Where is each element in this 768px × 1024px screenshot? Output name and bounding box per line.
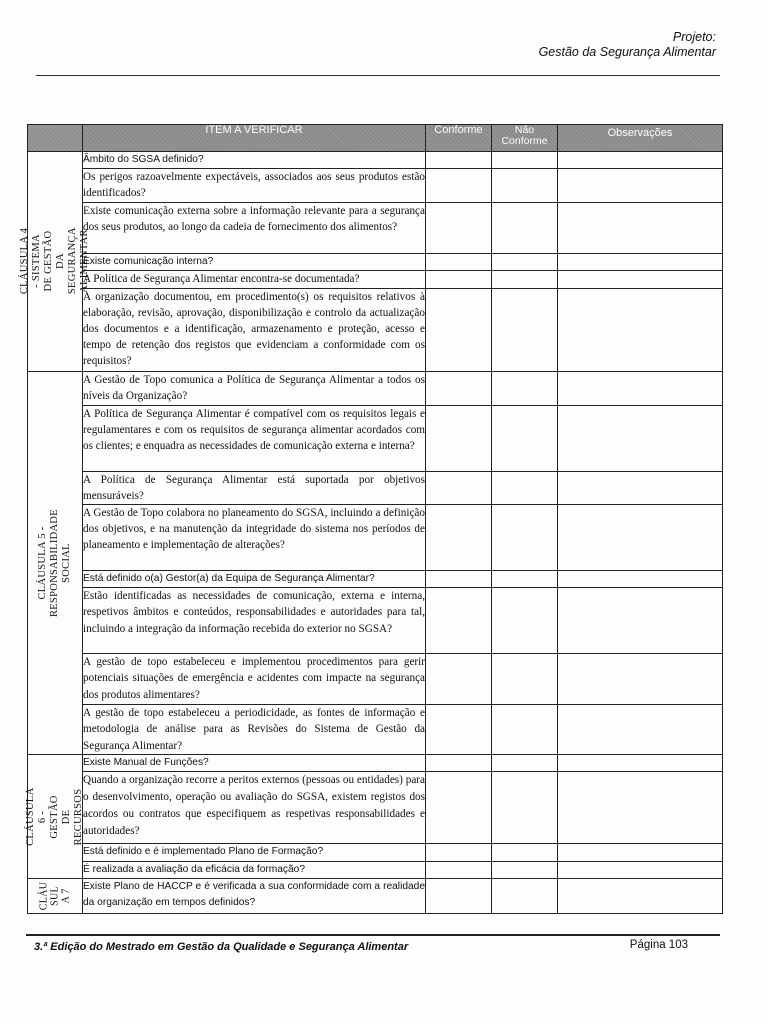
table-row <box>28 271 723 288</box>
checklist-item: Os perigos razoavelmente expectáveis, associados aos seus produtos estão identificados? <box>83 169 426 203</box>
conforme-cell[interactable] <box>426 271 492 288</box>
observacoes-cell[interactable] <box>558 588 723 654</box>
observacoes-cell[interactable] <box>558 169 723 203</box>
observacoes-cell[interactable] <box>558 772 723 844</box>
table-row <box>28 755 723 772</box>
observacoes-cell[interactable] <box>558 505 723 571</box>
observacoes-cell[interactable] <box>558 371 723 405</box>
nao-conforme-cell[interactable] <box>492 405 558 471</box>
table-row <box>28 861 723 878</box>
nao-conforme-cell[interactable] <box>492 254 558 271</box>
checklist-item: Existe Plano de HACCP e é verificada a sua conformidade com a realidade da organização em tempos definidos? <box>83 878 426 913</box>
conforme-cell[interactable] <box>426 755 492 772</box>
nao-conforme-cell[interactable] <box>492 271 558 288</box>
header-divider <box>36 75 720 76</box>
observacoes-cell[interactable] <box>558 571 723 588</box>
checklist-item: A Política de Segurança Alimentar é compatível com os requisitos legais e regulamentares e com os requisitos de segurança alimentar acordados com os clientes; e enquadra as necessidades de comunicação externa e interna? <box>83 405 426 471</box>
observacoes-column-header: Observações <box>558 125 723 152</box>
table-row <box>28 152 723 169</box>
checklist-item: A gestão de topo estabeleceu e implementou procedimentos para gerir potenciais situações de emergência e acidentes com impacte na segurança dos produtos alimentares? <box>83 654 426 705</box>
table-row <box>28 772 723 844</box>
observacoes-cell[interactable] <box>558 878 723 913</box>
conforme-cell[interactable] <box>426 203 492 254</box>
observacoes-cell[interactable] <box>558 755 723 772</box>
nao-conforme-cell[interactable] <box>492 371 558 405</box>
table-row <box>28 654 723 705</box>
nao-conforme-label: Não Conforme <box>501 124 548 147</box>
observacoes-cell[interactable] <box>558 254 723 271</box>
nao-conforme-cell[interactable] <box>492 288 558 371</box>
nao-conforme-cell[interactable] <box>492 844 558 861</box>
checklist-item: A Gestão de Topo comunica a Política de Segurança Alimentar a todos os níveis da Organização? <box>83 371 426 405</box>
conforme-cell[interactable] <box>426 844 492 861</box>
clause-4-label: CLÁUSULA 4 - SISTEMA DE GESTÃO DA SEGURANÇA ALIMENTAR <box>19 227 90 295</box>
observacoes-cell[interactable] <box>558 152 723 169</box>
footer-divider <box>26 934 720 936</box>
checklist-item: A Política de Segurança Alimentar está suportada por objetivos mensuráveis? <box>83 471 426 504</box>
project-label: Projeto: <box>672 30 716 44</box>
clause-7-label: CLÁU SUL A 7 <box>38 881 72 911</box>
table-header-row <box>28 125 723 152</box>
nao-conforme-column-header <box>492 125 558 152</box>
clause-5-cell <box>28 371 83 755</box>
observacoes-cell[interactable] <box>558 844 723 861</box>
item-column-header: ITEM A VERIFICAR <box>83 125 426 152</box>
nao-conforme-cell[interactable] <box>492 203 558 254</box>
conforme-cell[interactable] <box>426 288 492 371</box>
checklist-item: Está definido o(a) Gestor(a) da Equipa de Segurança Alimentar? <box>83 571 426 588</box>
footer-edition: 3.ª Edição do Mestrado em Gestão da Qualidade e Segurança Alimentar <box>34 941 409 953</box>
table-row <box>28 169 723 203</box>
checklist-item: Âmbito do SGSA definido? <box>83 152 426 169</box>
clause-column-header <box>28 125 83 152</box>
nao-conforme-cell[interactable] <box>492 471 558 504</box>
observacoes-cell[interactable] <box>558 654 723 705</box>
table-row <box>28 705 723 755</box>
observacoes-cell[interactable] <box>558 861 723 878</box>
conforme-cell[interactable] <box>426 254 492 271</box>
checklist-item: Estão identificadas as necessidades de comunicação, externa e interna, respetivos âmbitos e conteúdos, responsabilidades e autoridades para tal, incluindo a integração da informação recebida do exterior no SGSA? <box>83 588 426 654</box>
conforme-cell[interactable] <box>426 471 492 504</box>
checklist-item: Existe Manual de Funções? <box>83 755 426 772</box>
nao-conforme-cell[interactable] <box>492 152 558 169</box>
conforme-cell[interactable] <box>426 705 492 755</box>
conforme-cell[interactable] <box>426 169 492 203</box>
observacoes-cell[interactable] <box>558 705 723 755</box>
table-row <box>28 571 723 588</box>
table-row <box>28 588 723 654</box>
nao-conforme-cell[interactable] <box>492 705 558 755</box>
observacoes-cell[interactable] <box>558 405 723 471</box>
table-row <box>28 203 723 254</box>
conforme-cell[interactable] <box>426 654 492 705</box>
clause-7-cell <box>28 878 83 913</box>
nao-conforme-cell[interactable] <box>492 588 558 654</box>
conforme-cell[interactable] <box>426 405 492 471</box>
clause-6-cell <box>25 755 84 879</box>
table-row <box>28 288 723 371</box>
table-row <box>28 371 723 405</box>
checklist-item: Quando a organização recorre a peritos externos (pessoas ou entidades) para o desenvolvimento, operação ou avaliação do SGSA, existem registos dos acordos ou contratos que especifiquem as respetivas responsabilidades e autoridades? <box>83 772 426 844</box>
page-number: Página 103 <box>629 939 688 951</box>
conforme-cell[interactable] <box>426 371 492 405</box>
observacoes-cell[interactable] <box>558 471 723 504</box>
table-row <box>28 505 723 571</box>
checklist-item: É realizada a avaliação da eficácia da formação? <box>83 861 426 878</box>
page-header <box>539 30 716 60</box>
observacoes-cell[interactable] <box>558 271 723 288</box>
conforme-cell[interactable] <box>426 878 492 913</box>
project-title: Gestão da Segurança Alimentar <box>538 45 716 59</box>
conforme-cell[interactable] <box>426 588 492 654</box>
nao-conforme-cell[interactable] <box>492 861 558 878</box>
conforme-cell[interactable] <box>426 571 492 588</box>
conforme-cell[interactable] <box>426 152 492 169</box>
table-row <box>28 405 723 471</box>
verification-checklist-table <box>19 124 723 914</box>
table-row <box>28 844 723 861</box>
nao-conforme-cell[interactable] <box>492 505 558 571</box>
nao-conforme-cell[interactable] <box>492 654 558 705</box>
clause-6-label: CLÁUSULA 6 - GESTÃO DE RECURSOS <box>25 787 84 846</box>
conforme-cell[interactable] <box>426 772 492 844</box>
conforme-column-header: Conforme <box>426 125 492 152</box>
conforme-cell[interactable] <box>426 861 492 878</box>
conforme-cell[interactable] <box>426 505 492 571</box>
nao-conforme-cell[interactable] <box>492 571 558 588</box>
table-row <box>28 254 723 271</box>
nao-conforme-cell[interactable] <box>492 755 558 772</box>
checklist-item: Está definido e é implementado Plano de Formação? <box>83 844 426 861</box>
observacoes-cell[interactable] <box>558 288 723 371</box>
nao-conforme-cell[interactable] <box>492 878 558 913</box>
observacoes-cell[interactable] <box>558 203 723 254</box>
checklist-item: A gestão de topo estabeleceu a periodicidade, as fontes de informação e metodologia de análise para as Revisões do Sistema de Gestão da Segurança Alimentar? <box>83 705 426 755</box>
table-row <box>28 878 723 913</box>
table-row <box>28 471 723 504</box>
nao-conforme-cell[interactable] <box>492 772 558 844</box>
checklist-item: A organização documentou, em procedimento(s) os requisitos relativos à elaboração, revisão, aprovação, disponibilização e controlo da actualização dos documentos e a identificação, armazenamento e proteção, acesso e tempo de retenção dos registos que evidenciam a conformidade com os requisitos? <box>83 288 426 371</box>
checklist-item: Existe comunicação interna? <box>83 254 426 271</box>
clause-5-label: CLÁUSULA 5 - RESPONSABILIDADE SOCIAL <box>37 508 72 617</box>
checklist-item: Existe comunicação externa sobre a informação relevante para a segurança dos seus produtos, ao longo da cadeia de fornecimento dos alimentos? <box>83 203 426 254</box>
clause-4-cell <box>19 152 90 372</box>
checklist-item: A Política de Segurança Alimentar encontra-se documentada? <box>83 271 426 288</box>
nao-conforme-cell[interactable] <box>492 169 558 203</box>
checklist-item: A Gestão de Topo colabora no planeamento do SGSA, incluindo a definição dos objetivos, e na manutenção da integridade do sistema nos períodos de planeamento e implementação de alterações? <box>83 505 426 571</box>
